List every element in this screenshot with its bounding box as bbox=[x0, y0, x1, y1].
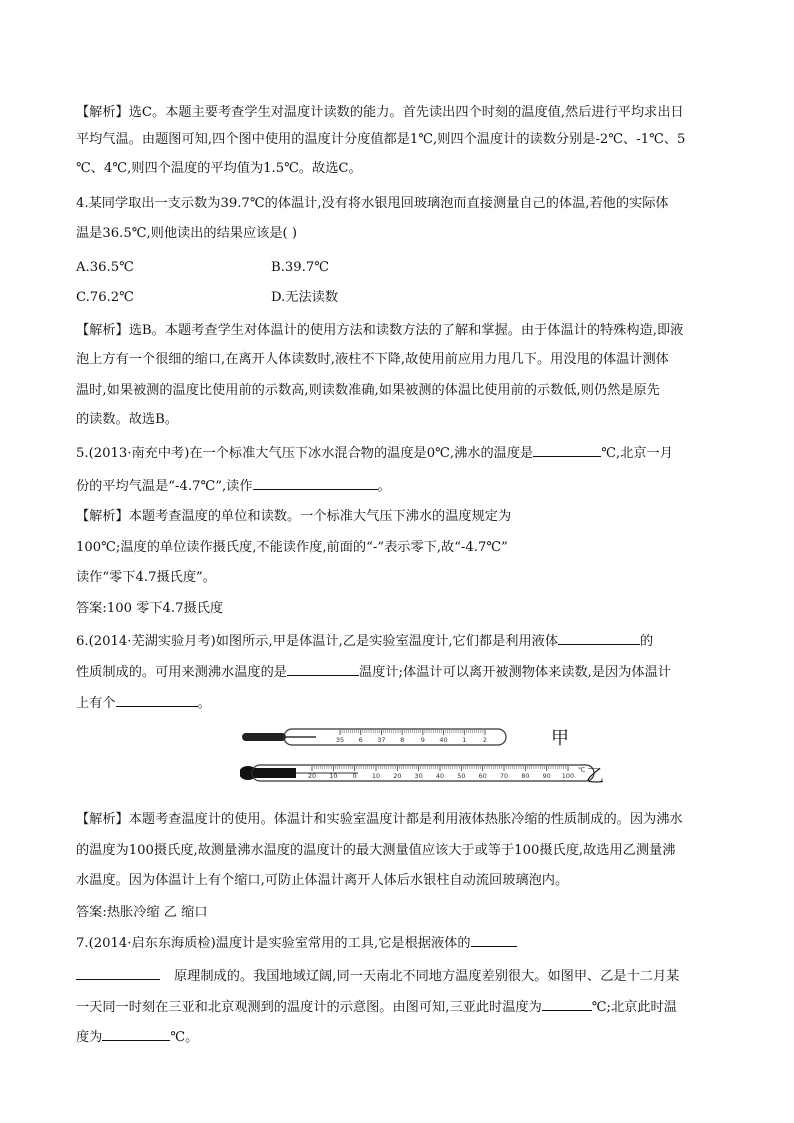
q7-stem-line-4 bbox=[76, 1027, 198, 1048]
q4-option-d: D.无法读数 bbox=[271, 290, 339, 305]
clinical-tick-label: 1 bbox=[462, 736, 467, 744]
lab-tick-label: 10 bbox=[329, 772, 338, 780]
q6-analysis-line-1: 【解析】本题考查温度计的使用。体温计和实验室温度计都是利用液体热胀冷缩的性质制成的。因为沸水 bbox=[76, 812, 683, 827]
q5-stem-line-2 bbox=[76, 476, 391, 497]
lab-tick-label: 60 bbox=[478, 772, 487, 780]
lab-tick-label: 30 bbox=[414, 772, 423, 780]
q7-blank-sanya-temp[interactable] bbox=[542, 997, 592, 1011]
q7-blank-beijing-temp[interactable] bbox=[102, 1027, 170, 1041]
q5-analysis-line-1: 【解析】本题考查温度的单位和读数。一个标准大气压下沸水的温度规定为 bbox=[76, 509, 512, 524]
q6-stem-line-2 bbox=[76, 662, 671, 683]
clinical-bulb bbox=[242, 733, 286, 741]
q7-stem-line-2-text: 原理制成的。我国地域辽阔,同一天南北不同地方温度差别很大。如图甲、乙是十二月某 bbox=[174, 969, 680, 984]
lab-tick-label: 10 bbox=[371, 772, 381, 780]
lab-tick-label: 40 bbox=[435, 772, 445, 780]
q7-stem-line-1 bbox=[76, 933, 517, 954]
q4-stem-line-2: 温是36.5℃,则他读出的结果应该是( ) bbox=[76, 226, 298, 241]
q5-blank-reading[interactable] bbox=[253, 476, 378, 490]
q6-blank-property[interactable] bbox=[558, 631, 640, 645]
q6-stem-line-2-tail: 温度计;体温计可以离开被测物体来读数,是因为体温计 bbox=[359, 665, 671, 680]
lab-tick-label: 80 bbox=[521, 772, 530, 780]
q4-option-b: B.39.7℃ bbox=[271, 260, 329, 275]
q5-stem-line-1-text: 5.(2013·南充中考)在一个标准大气压下冰水混合物的温度是0℃,沸水的温度是 bbox=[76, 446, 534, 461]
clinical-thermometer bbox=[242, 729, 506, 745]
q5-stem-line-1 bbox=[76, 443, 673, 464]
clinical-tick-label: 9 bbox=[420, 736, 425, 744]
q6-stem-line-3-text: 上有个 bbox=[76, 696, 116, 711]
clinical-tick-label: 35 bbox=[335, 736, 345, 744]
q5-blank-boiling-temp[interactable] bbox=[533, 443, 601, 457]
q7-stem-line-4-tail: ℃。 bbox=[170, 1030, 199, 1045]
lab-tick-label: 70 bbox=[499, 772, 509, 780]
q7-stem-line-3-text: 一天同一时刻在三亚和北京观测到的温度计的示意图。由图可知,三亚此时温度为 bbox=[76, 1000, 542, 1015]
q4-analysis-line-1: 【解析】选B。本题考查学生对体温计的使用方法和读数方法的了解和掌握。由于体温计的特殊构造,即液 bbox=[76, 323, 684, 338]
lab-tick-label: 100 bbox=[561, 772, 575, 780]
q7-stem-line-3-tail: ℃;北京此时温 bbox=[591, 1000, 677, 1015]
q5-analysis-line-2: 100℃;温度的单位读作摄氏度,不能读作度,前面的“-”表示零下,故“-4.7℃” bbox=[76, 540, 508, 555]
q6-stem-line-2-text: 性质制成的。可用来测沸水温度的是 bbox=[76, 665, 287, 680]
q7-stem-line-3 bbox=[76, 997, 677, 1018]
q5-stem-line-1-tail: ℃,北京一月 bbox=[601, 446, 673, 461]
lab-tick-label: 90 bbox=[542, 772, 551, 780]
lab-unit-label: ℃ bbox=[578, 766, 586, 774]
clinical-tick-label: 6 bbox=[358, 736, 363, 744]
q4-stem-line-1: 4.某同学取出一支示数为39.7℃的体温计,没有将水银甩回玻璃泡而直接测量自己的体温,若他的实际体 bbox=[76, 196, 669, 211]
q6-blank-thermometer[interactable] bbox=[287, 662, 359, 676]
clinical-tick-label: 2 bbox=[482, 736, 488, 744]
q6-stem-line-3-tail: 。 bbox=[197, 696, 211, 711]
q7-stem-line-4-text: 度为 bbox=[76, 1030, 103, 1045]
lab-tick-label: 20 bbox=[393, 772, 402, 780]
q7-blank-principle-part2[interactable] bbox=[76, 966, 160, 980]
q4-analysis-line-2: 泡上方有一个很细的缩口,在离开人体读数时,液柱不下降,故使用前应用力甩几下。用没甩的体温计测体 bbox=[76, 352, 669, 367]
q5-analysis-line-3: 读作“零下4.7摄氏度”。 bbox=[76, 570, 216, 585]
lab-tick-label: 0 bbox=[352, 772, 357, 780]
lab-tick-label: 20 bbox=[307, 772, 317, 780]
q7-blank-principle-part1[interactable] bbox=[471, 933, 517, 947]
figure-label-jia: 甲 bbox=[551, 728, 569, 749]
clinical-tick-label: 40 bbox=[439, 736, 448, 744]
q7-stem-line-2 bbox=[76, 966, 679, 987]
q7-stem-line-1-text: 7.(2014·启东东海质检)温度计是实验室常用的工具,它是根据液体的 bbox=[76, 936, 471, 951]
clinical-scale bbox=[336, 730, 487, 744]
q3-analysis-line-3: ℃、4℃,则四个温度的平均值为1.5℃。故选C。 bbox=[76, 161, 362, 176]
clinical-tick-label: 37 bbox=[377, 736, 386, 744]
lab-tick-label: 50 bbox=[457, 772, 466, 780]
lab-thermometer bbox=[240, 765, 594, 781]
q5-answer: 答案:100 零下4.7摄氏度 bbox=[76, 601, 224, 616]
q6-blank-feature[interactable] bbox=[116, 693, 198, 707]
q3-analysis-line-2: 平均气温。由题图可知,四个图中使用的温度计分度值都是1℃,则四个温度计的读数分别是-2℃、-1℃、5 bbox=[76, 132, 686, 147]
q4-option-c: C.76.2℃ bbox=[76, 290, 134, 305]
q3-analysis-line-1: 【解析】选C。本题主要考查学生对温度计读数的能力。首先读出四个时刻的温度值,然后进行平均求出日 bbox=[76, 105, 684, 120]
q6-stem-line-1-tail: 的 bbox=[640, 634, 654, 649]
q4-option-a: A.36.5℃ bbox=[76, 260, 134, 275]
q6-stem-line-1 bbox=[76, 631, 653, 652]
clinical-tick-label: 8 bbox=[400, 736, 405, 744]
q5-stem-line-2-text: 份的平均气温是“-4.7℃”,读作 bbox=[76, 479, 253, 494]
q4-analysis-line-4: 的读数。故选B。 bbox=[76, 412, 179, 427]
q5-stem-line-2-tail: 。 bbox=[377, 479, 391, 494]
q6-analysis-line-2: 的温度为100摄氏度,故测量沸水温度的温度计的最大测量值应该大于或等于100摄氏度,故选用乙测量沸 bbox=[76, 843, 676, 858]
q6-stem-line-1-text: 6.(2014·芜湖实验月考)如图所示,甲是体温计,乙是实验室温度计,它们都是利用液体 bbox=[76, 634, 559, 649]
q6-stem-line-3 bbox=[76, 693, 211, 714]
q6-analysis-line-3: 水温度。因为体温计上有个缩口,可防止体温计离开人体后水银柱自动流回玻璃泡内。 bbox=[76, 873, 569, 888]
q4-analysis-line-3: 温时,如果被测的温度比使用前的示数高,则读数准确,如果被测的体温比使用前的示数低,则仍然是原先 bbox=[76, 383, 660, 398]
figure-label-yi: 乙 bbox=[586, 766, 604, 787]
q6-answer: 答案:热胀冷缩 乙 缩口 bbox=[76, 905, 208, 920]
